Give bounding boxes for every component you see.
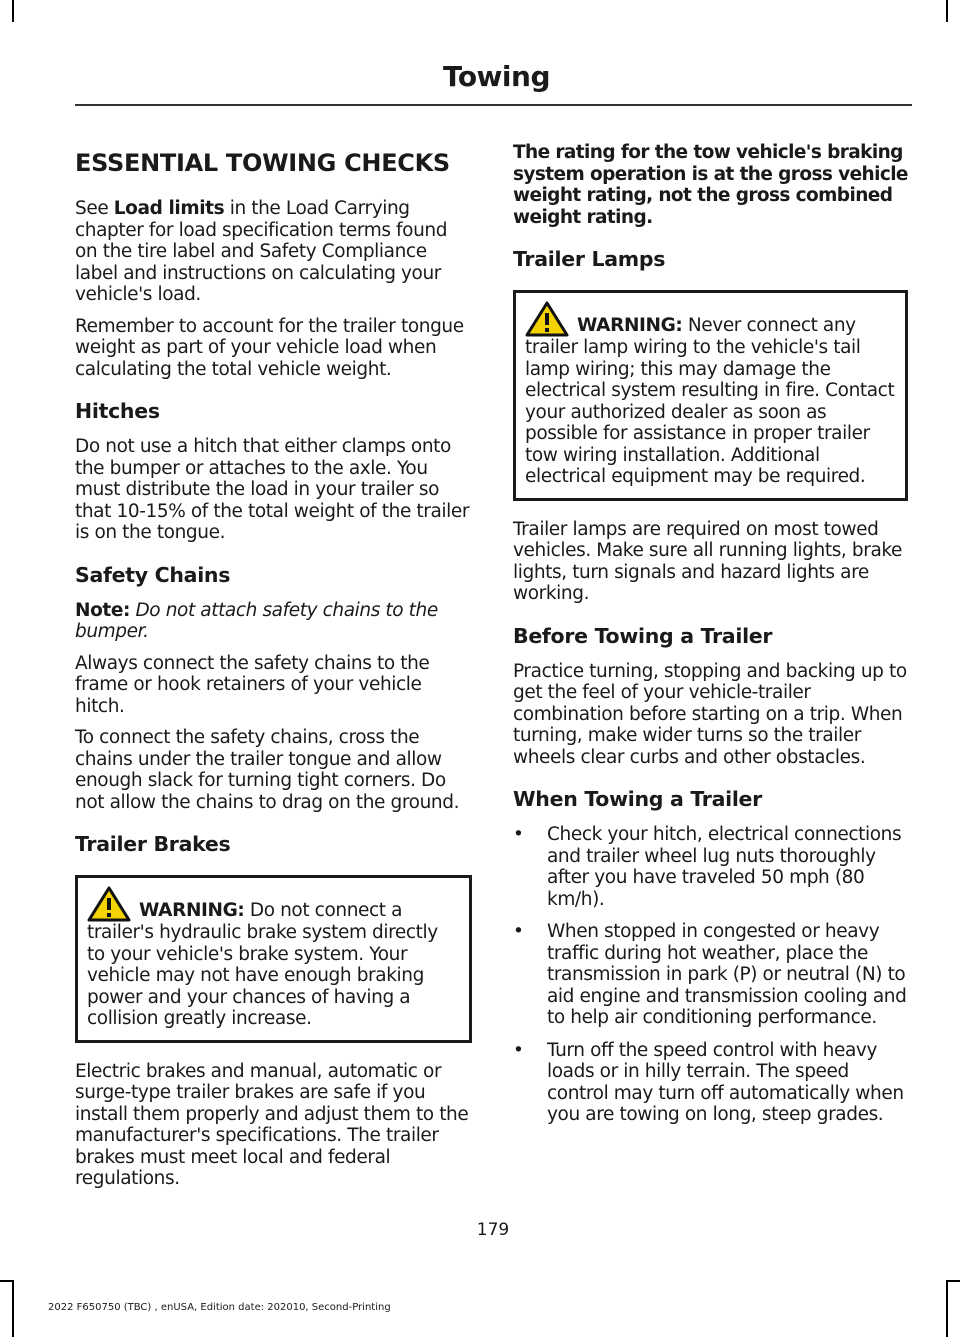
- warning-triangle-icon: [87, 886, 131, 922]
- intro-text-post: in the Load Carrying chapter for load specification terms found on the tire label and Safety Compliance label and instructions on calculating your vehicle's load.: [75, 198, 448, 305]
- before-towing-heading: Before Towing a Trailer: [513, 623, 773, 648]
- crop-mark-top-left: [12, 0, 14, 22]
- crop-mark-bottom-right: [946, 1280, 948, 1337]
- hitches-paragraph: Do not use a hitch that either clamps onto the bumper or attaches to the axle. You must distribute the load in your trailer so that 10-15% of the total weight of the trailer is on the tongue.: [75, 436, 470, 543]
- trailer-lamps-warning-box: [513, 290, 908, 501]
- warning-label: WARNING:: [139, 900, 245, 921]
- bullet-icon: •: [513, 824, 524, 845]
- intro-text-pre: See: [75, 198, 114, 219]
- before-towing-paragraph: Practice turning, stopping and backing up to get the feel of your vehicle-trailer combination before starting on a trip. When turning, make wider turns so the trailer wheels clear curbs and other obstacles.: [513, 660, 907, 768]
- list-item: [513, 921, 908, 1029]
- header-divider: [75, 104, 912, 106]
- safety-chains-note: [75, 600, 472, 643]
- edition-footer: 2022 F650750 (TBC) , enUSA, Edition date: 202010, Second-Printing: [48, 1302, 391, 1313]
- braking-rating-statement: The rating for the tow vehicle's braking system operation is at the gross vehicle weight rating, not the gross combined weight rating.: [513, 142, 908, 228]
- safety-chains-paragraph-2: To connect the safety chains, cross the chains under the trailer tongue and allow enough slack for turning tight corners. Do not allow the chains to drag on the ground.: [75, 727, 460, 813]
- warning-text: Never connect any trailer lamp wiring to the vehicle's tail lamp wiring; this may damage the electrical system resulting in fire. Contact your authorized dealer as soon as possible for assistance in proper trailer tow wiring installation. Additional electrical equipment may be required.: [525, 315, 895, 487]
- page-number: 179: [476, 1220, 510, 1240]
- trailer-brakes-warning-box: [75, 875, 472, 1043]
- crop-mark-top-right: [946, 0, 948, 22]
- list-item: [513, 824, 908, 910]
- warning-text: Do not connect a trailer's hydraulic brake system directly to your vehicle's brake system. Your vehicle may not have enough braking power and your chances of having a collision greatly increase.: [87, 900, 438, 1029]
- warning-label: WARNING:: [577, 315, 683, 336]
- hitches-heading: Hitches: [75, 399, 160, 423]
- safety-chains-heading: Safety Chains: [75, 562, 231, 587]
- trailer-brakes-paragraph: Electric brakes and manual, automatic or surge-type trailer brakes are safe if you install them properly and adjust them to the manufacturer's specifications. The trailer brakes must meet local and federal regulations.: [75, 1060, 469, 1189]
- crop-mark-bottom-left: [12, 1280, 14, 1337]
- tongue-weight-paragraph: Remember to account for the trailer tongue weight as part of your vehicle load when calculating the total vehicle weight.: [75, 315, 464, 380]
- right-column: [513, 142, 908, 1137]
- when-towing-list: [513, 824, 908, 1126]
- list-item-text: Check your hitch, electrical connections and trailer wheel lug nuts thoroughly after you have traveled 50 mph (80 km/h).: [547, 824, 902, 910]
- bullet-icon: •: [513, 921, 524, 942]
- trailer-brakes-warning: [87, 886, 461, 1030]
- crop-mark-bottom-left-h: [0, 1280, 14, 1282]
- trailer-lamps-heading: Trailer Lamps: [513, 247, 666, 271]
- crop-mark-bottom-right-h: [946, 1280, 960, 1282]
- section-heading: ESSENTIAL TOWING CHECKS: [75, 149, 450, 177]
- when-towing-heading: When Towing a Trailer: [513, 787, 762, 811]
- trailer-lamps-paragraph: Trailer lamps are required on most towed vehicles. Make sure all running lights, brake lights, turn signals and hazard lights are working.: [513, 518, 903, 604]
- list-item: [513, 1040, 908, 1126]
- warning-triangle-icon: [525, 301, 569, 337]
- trailer-brakes-heading: Trailer Brakes: [75, 832, 231, 856]
- safety-chains-paragraph-1: Always connect the safety chains to the frame or hook retainers of your vehicle hitch.: [75, 652, 430, 717]
- intro-paragraph: [75, 198, 472, 306]
- load-limits-link[interactable]: Load limits: [113, 198, 225, 219]
- note-label: Note:: [75, 599, 130, 621]
- note-text: Do not attach safety chains to the bumper.: [75, 599, 438, 642]
- left-column: [75, 142, 472, 1200]
- trailer-lamps-warning: [525, 301, 897, 488]
- list-item-text: When stopped in congested or heavy traffic during hot weather, place the transmission in park (P) or neutral (N) to aid engine and transmission cooling and to help air conditioning performance.: [547, 921, 907, 1028]
- bullet-icon: •: [513, 1039, 524, 1061]
- list-item-text: Turn off the speed control with heavy loads or in hilly terrain. The speed control may turn off automatically when you are towing on long, steep grades.: [547, 1039, 904, 1125]
- page-header-title: Towing: [442, 60, 550, 93]
